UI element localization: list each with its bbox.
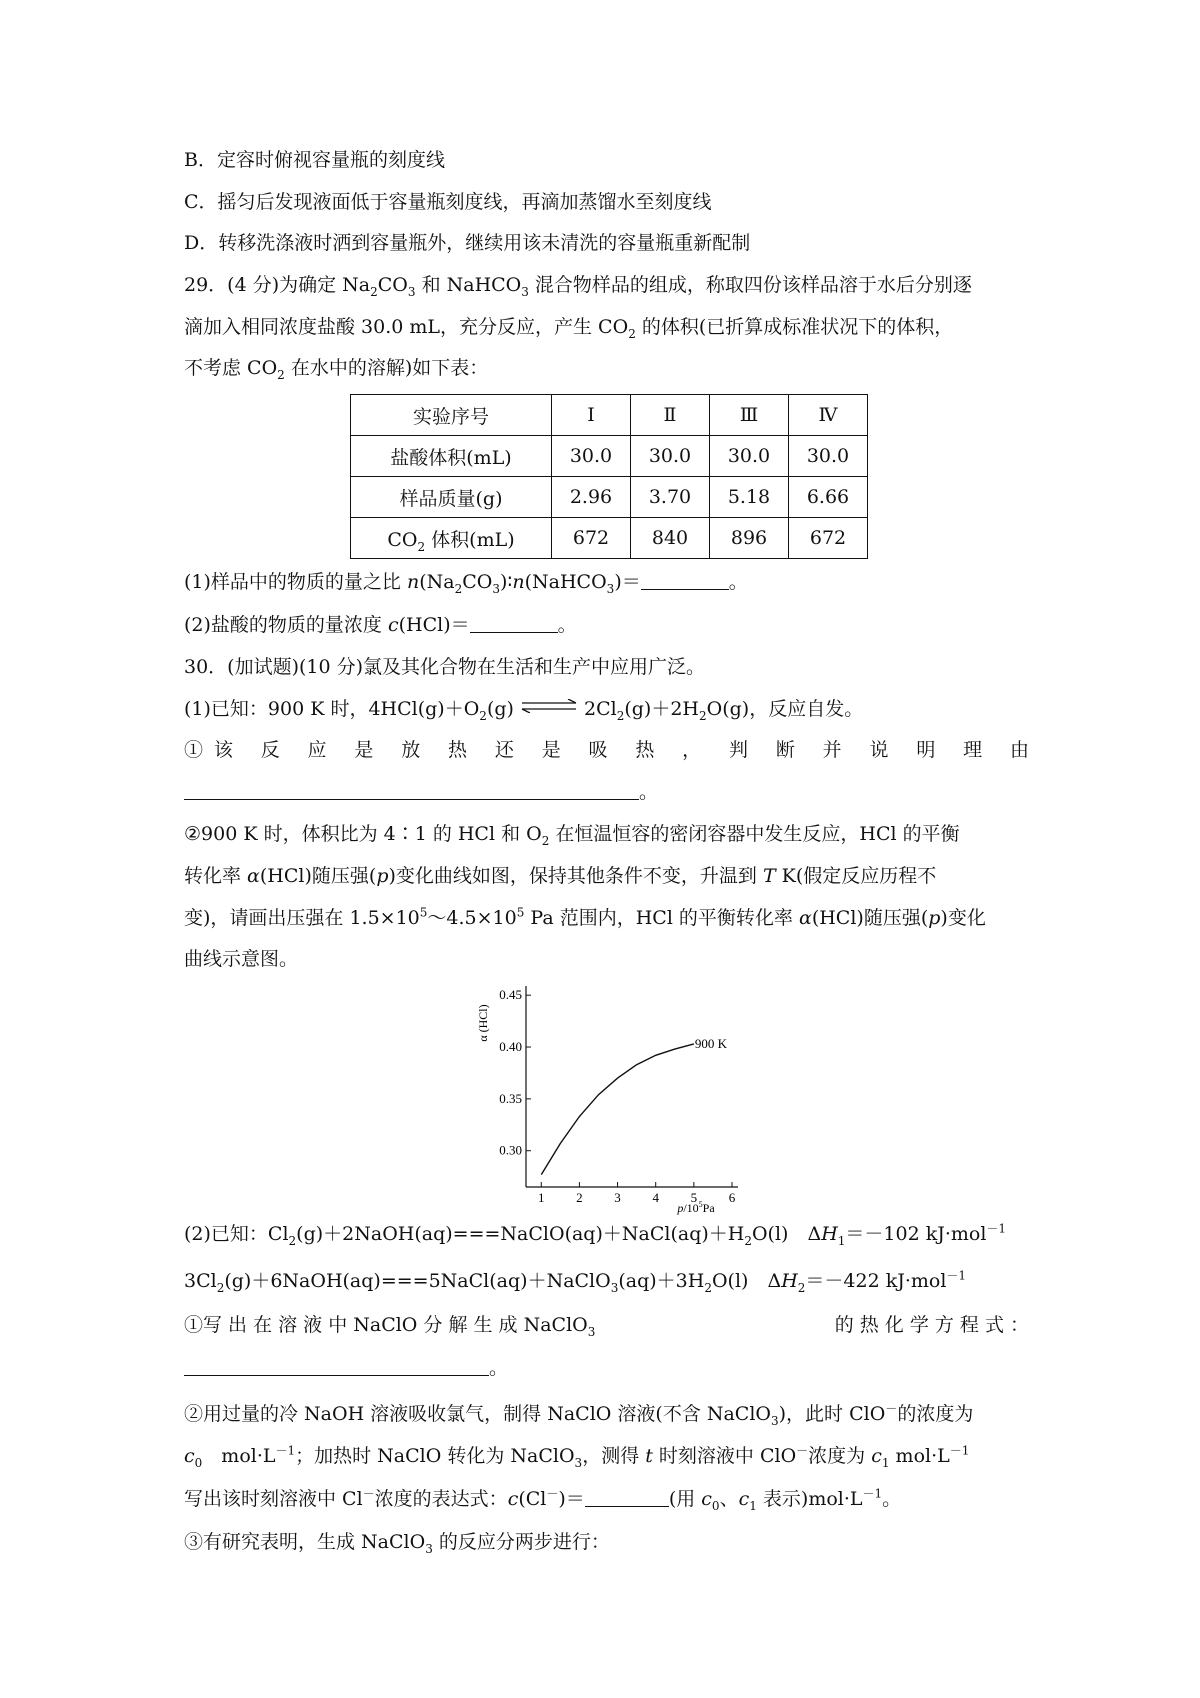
q30-sub-1: ①该 反 应 是 放 热 还 是 吸 热 ， 判 断 并 说 明 理 由 xyxy=(184,739,1029,761)
answer-blank[interactable] xyxy=(184,781,639,800)
q30-known-2-line-1: (2)已知：$Cl_2(g)+2NaOH(aq)===NaClO(aq)+NaCl(aq)+H_2O(l)$ $\Delta H_1=-102$ kJ·mol$^{-1}$ xyxy=(184,1221,1007,1248)
table-cell: Ⅰ xyxy=(552,395,631,436)
table-cell: 6.66 xyxy=(789,477,868,518)
table-cell: 896 xyxy=(710,518,789,559)
chart-ticks xyxy=(499,987,736,1205)
table-cell: 30.0 xyxy=(710,436,789,477)
x-tick-label: 4 xyxy=(652,1190,659,1205)
q29-part-2: (2)盐酸的物质的量浓度 c(HCl)＝ 。 xyxy=(184,614,577,636)
q30-sub-2-line-1: ②900 K 时，体积比为 4∶1 的 HCl 和 $O_2$ 在恒温恒容的密闭容器中发生反应，HCl 的平衡 xyxy=(184,823,960,848)
table-cell: 样品质量(g) xyxy=(351,477,552,518)
q30-sub-2-line-2: 转化率 α(HCl)随压强(p)变化曲线如图，保持其他条件不变，升温到 T K(假定反应历程不 xyxy=(184,865,937,887)
series-line xyxy=(541,1044,694,1175)
option-d: D．转移洗涤液时洒到容量瓶外，继续用该未清洗的容量瓶重新配制 xyxy=(184,232,751,254)
option-b: B．定容时俯视容量瓶的刻度线 xyxy=(184,149,445,171)
table-cell: 30.0 xyxy=(552,436,631,477)
table-row xyxy=(351,518,868,559)
q29-line-1: 29．(4 分)为确定 $Na_2CO_3$ 和 NaHCO$_3$ 混合物样品的组成，称取四份该样品溶于水后分别逐 xyxy=(184,274,972,299)
q30-task-1-answer: 。 xyxy=(184,1355,508,1381)
q30-title: 30．(加试题)(10 分)氯及其化合物在生活和生产中应用广泛。 xyxy=(184,656,706,678)
table-cell: 840 xyxy=(631,518,710,559)
q29-line-2: 滴加入相同浓度盐酸 30.0 mL，充分反应，产生 $CO_2$ 的体积(已折算成标准状况下的体积， xyxy=(184,316,954,341)
y-tick-label: 0.30 xyxy=(499,1142,522,1158)
equilibrium-arrow-icon xyxy=(520,699,578,713)
table-cell: 实验序号 xyxy=(351,395,552,436)
table-cell: 5.18 xyxy=(710,477,789,518)
table-cell: 672 xyxy=(789,518,868,559)
y-tick-label: 0.40 xyxy=(499,1039,522,1055)
table-cell: 30.0 xyxy=(789,436,868,477)
table-row xyxy=(351,477,868,518)
x-tick-label: 1 xyxy=(538,1190,545,1205)
table-cell: 30.0 xyxy=(631,436,710,477)
x-tick-label: 6 xyxy=(728,1190,736,1205)
table-cell: Ⅱ xyxy=(631,395,710,436)
answer-blank[interactable] xyxy=(470,614,558,633)
table-cell: 盐酸体积(mL) xyxy=(351,436,552,477)
series-label: 900 K xyxy=(694,1035,727,1051)
q30-task-1: ①写 出 在 溶 液 中 NaClO 分 解 生 成 NaClO$_3$ 的 热 化 学 方 程 式 ： xyxy=(184,1314,1029,1339)
q30-task-2-line-1: ②用过量的冷 NaOH 溶液吸收氯气，制得 NaClO 溶液(不含 NaClO$_3$)，此时 ClO－的浓度为 xyxy=(184,1401,974,1428)
q30-sub-1-answer: 。 xyxy=(184,779,658,805)
y-axis-label: α (HCl) xyxy=(476,1004,490,1042)
table-cell: $CO_2$ 体积(mL) xyxy=(351,518,552,559)
x-axis-label: $p/10^5Pa$ xyxy=(677,1200,715,1215)
table-cell: Ⅲ xyxy=(710,395,789,436)
x-tick-label: 5 xyxy=(690,1190,698,1205)
table-cell: 3.70 xyxy=(631,477,710,518)
answer-blank[interactable] xyxy=(585,1488,669,1507)
answer-blank[interactable] xyxy=(641,571,729,590)
q30-sub-2-line-4: 曲线示意图。 xyxy=(184,948,299,970)
chart-series xyxy=(541,1036,727,1175)
y-tick-label: 0.35 xyxy=(499,1090,522,1106)
q30-known-1: (1)已知：900 K 时，$4HCl(g)+O_2(g)$ $2Cl_2(g)+2H_2O(g)$，反应自发。 xyxy=(184,698,864,723)
y-tick-label: 0.45 xyxy=(499,987,522,1003)
q30-task-2-line-3: 写出该时刻溶液中 Cl－浓度的表达式：c(Cl－)＝ (用 $c_0$、$c_1$ 表示)$mol\cdot L^{-1}$。 xyxy=(184,1486,902,1513)
x-tick-label: 2 xyxy=(576,1190,583,1205)
conversion-pressure-chart xyxy=(470,975,750,1225)
q30-task-3: ③有研究表明，生成 NaClO$_3$ 的反应分两步进行： xyxy=(184,1531,610,1556)
answer-blank[interactable] xyxy=(184,1357,489,1376)
chart-axes xyxy=(526,986,738,1187)
q30-task-2-line-2: $c_0$ $mol\cdot L^{-1}$；加热时 NaClO 转化为 NaClO$_3$，测得 t 时刻溶液中 ClO－浓度为 $c_1$ $mol\cdot L^{-1}$ xyxy=(184,1443,970,1470)
option-c: C．摇匀后发现液面低于容量瓶刻度线，再滴加蒸馏水至刻度线 xyxy=(184,191,712,213)
q30-sub-2-line-3: 变)，请画出压强在 $1.5\times 10^5\sim 4.5\times 10^5$ Pa 范围内，HCl 的平衡转化率 α(HCl)随压强(p)变化 xyxy=(184,905,986,929)
q29-part-1: (1)样品中的物质的量之比 $n(Na_2CO_3)∶n(NaHCO_3)=$ 。 xyxy=(184,571,748,596)
table-cell: 672 xyxy=(552,518,631,559)
table-cell: Ⅳ xyxy=(789,395,868,436)
experiment-table xyxy=(350,394,868,559)
x-tick-label: 3 xyxy=(614,1190,621,1205)
q29-line-3: 不考虑 $CO_2$ 在水中的溶解)如下表： xyxy=(184,357,489,382)
table-row xyxy=(351,436,868,477)
table-cell: 2.96 xyxy=(552,477,631,518)
table-header-row xyxy=(351,395,868,436)
q30-known-2-line-2: $3Cl_2(g)+6NaOH(aq)===5NaCl(aq)+NaClO_3(aq)+3H_2O(l)$ $\Delta H_2=-422$ kJ·mol$^{-1}$ xyxy=(184,1268,967,1295)
